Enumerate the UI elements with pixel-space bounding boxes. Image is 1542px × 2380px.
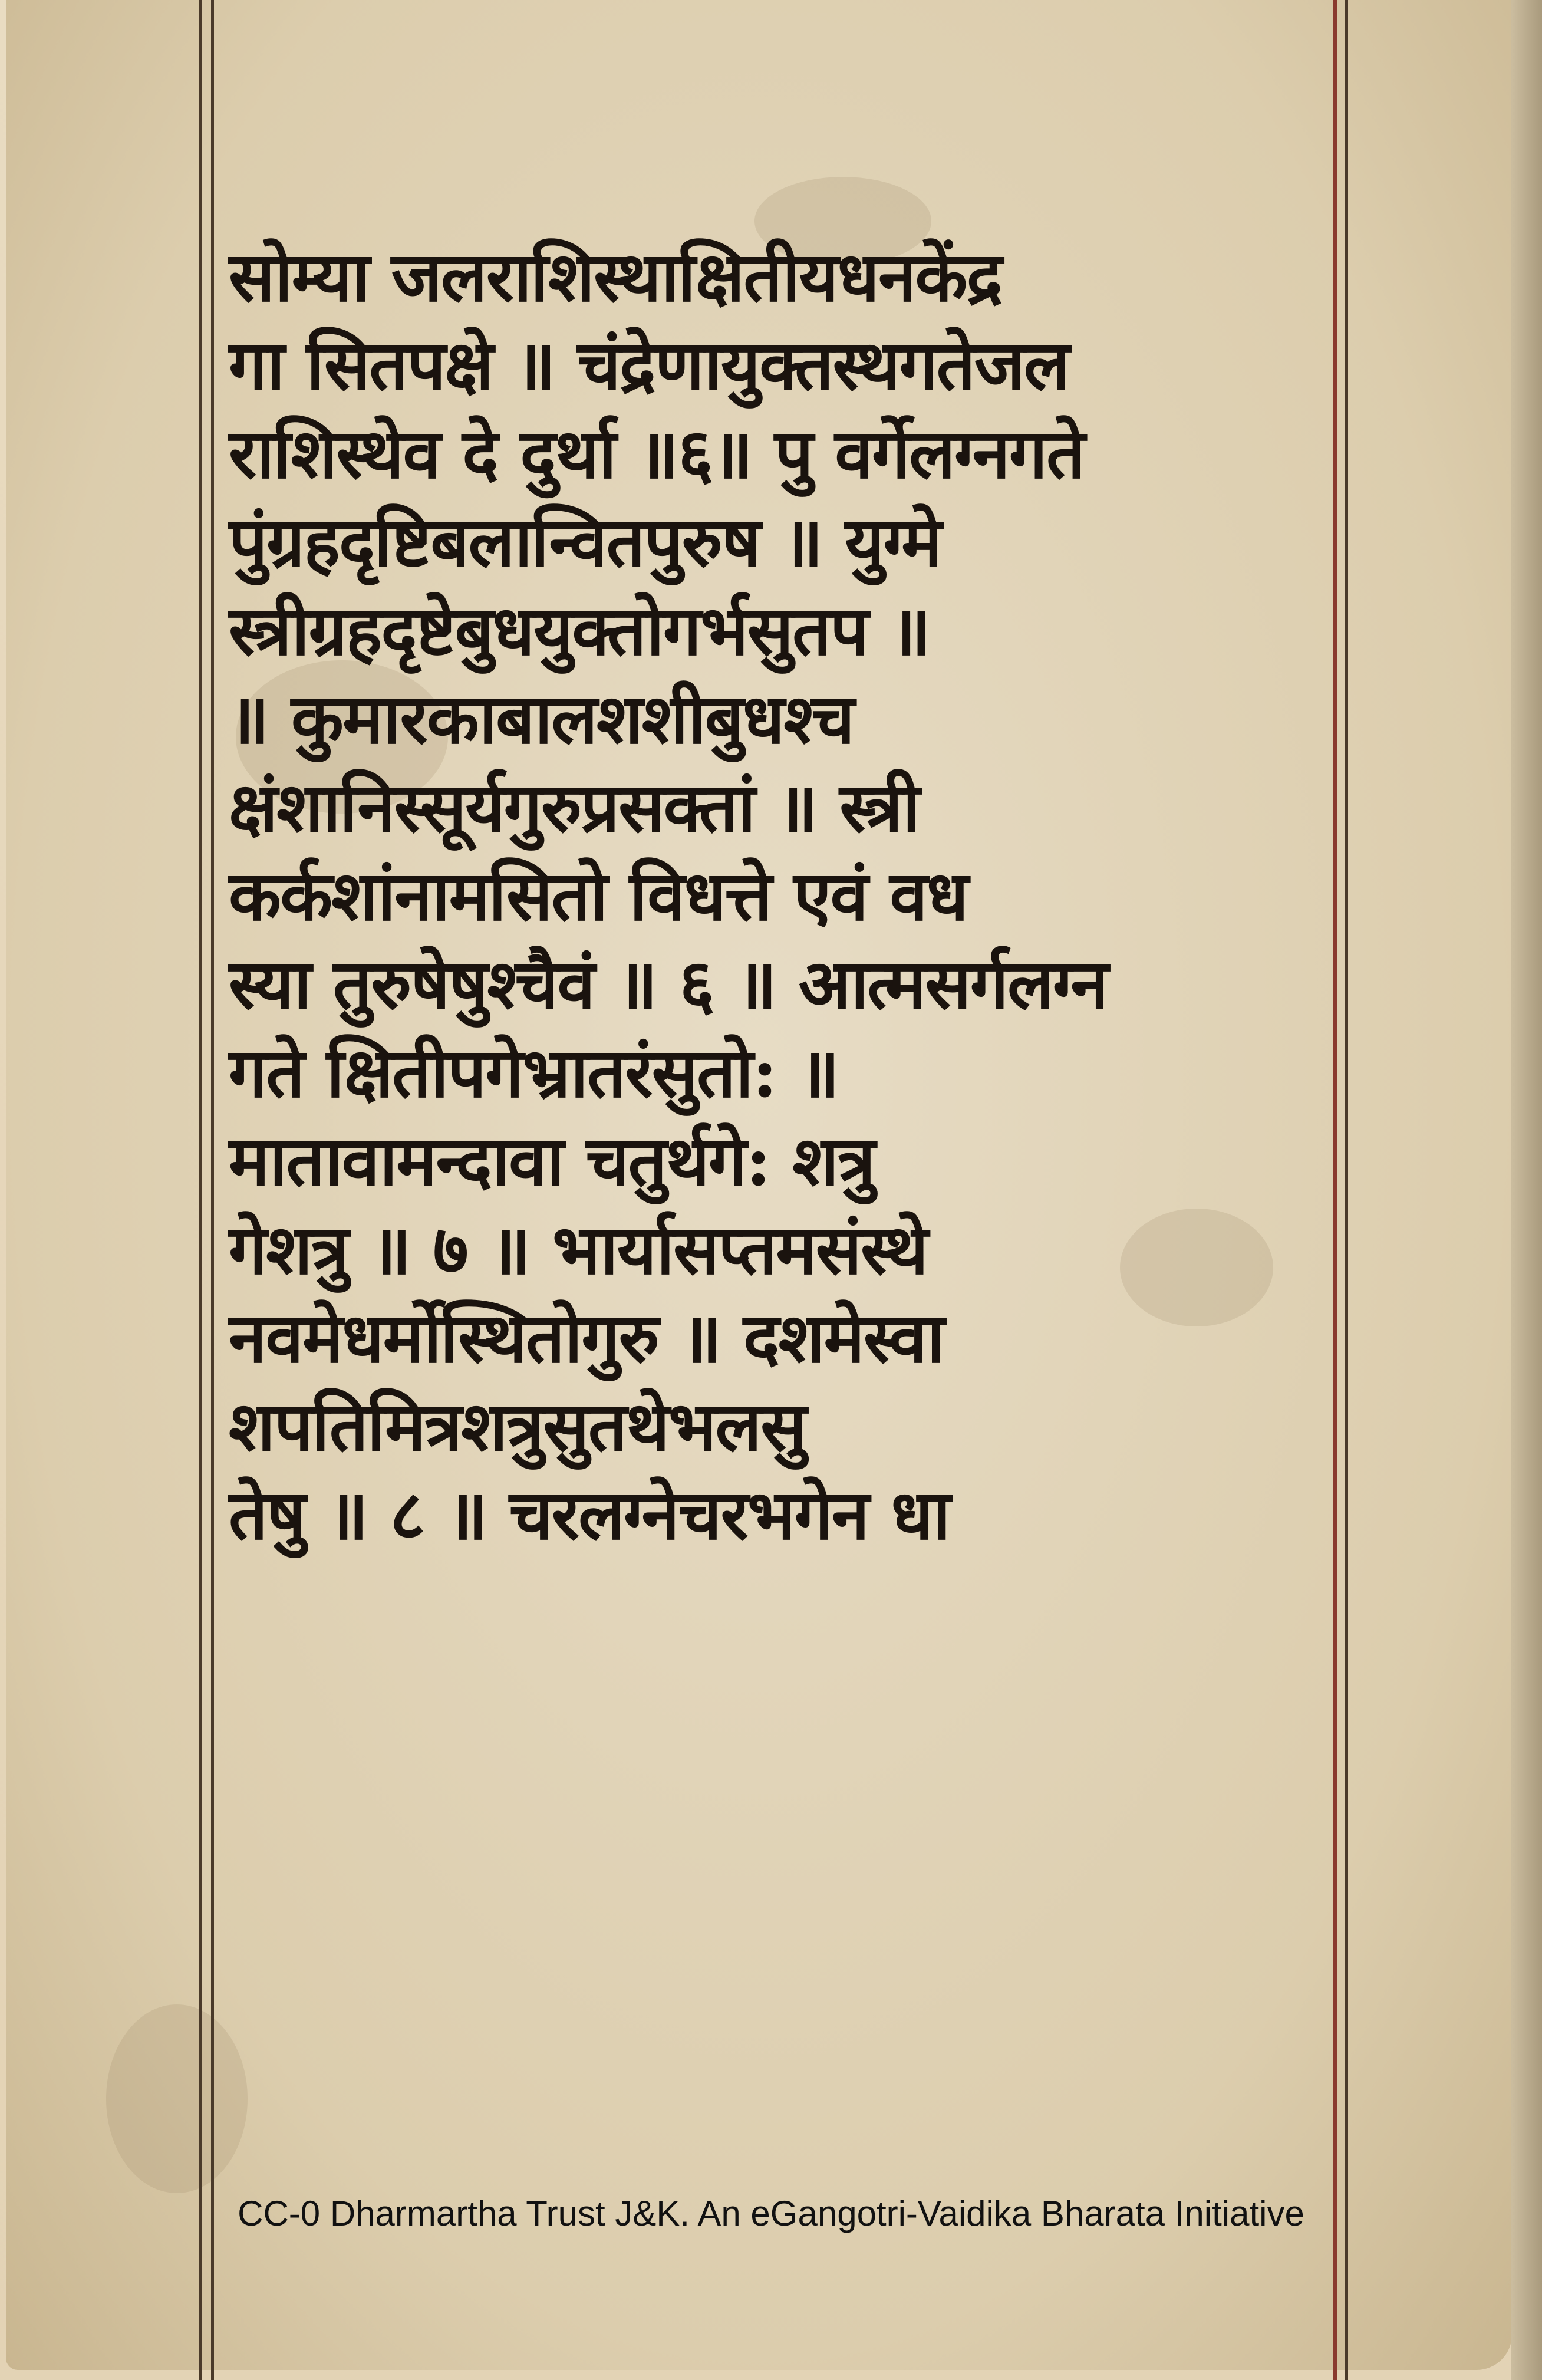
margin-rule-left-outer bbox=[199, 0, 202, 2380]
text-line-12: गेशत्रु ॥ ७ ॥ भार्यासप्तमसंस्थे bbox=[229, 1210, 927, 1290]
text-line-5: स्त्रीग्रहदृष्टेबुधयुक्तोगर्भसुतप ॥ bbox=[229, 591, 930, 671]
text-line-13: नवमेधर्मोस्थितोगुरु ॥ दशमेस्वा bbox=[229, 1298, 944, 1378]
page-edge bbox=[1511, 0, 1542, 2380]
text-line-15: तेषु ॥ ८ ॥ चरलग्नेचरभगेन धा bbox=[229, 1475, 950, 1555]
stain bbox=[106, 2004, 248, 2193]
manuscript-text bbox=[229, 233, 1378, 1559]
text-line-7: क्षंशानिस्सूर्यगुरुप्रसक्तां ॥ स्त्री bbox=[229, 768, 920, 848]
text-line-8: कर्कशांनामसितो विधत्ते एवं वध bbox=[229, 856, 968, 936]
text-line-3: राशिस्थेव दे दुर्था ॥६॥ पु वर्गेलग्नगते bbox=[229, 414, 1085, 494]
text-line-10: गते क्षितीपगेभ्रातरंसुतो: ॥ bbox=[229, 1033, 839, 1113]
text-line-9: स्या तुरुषेषुश्चैवं ॥ ६ ॥ आत्मसर्गलग्न bbox=[229, 944, 1108, 1025]
margin-rule-left-inner bbox=[211, 0, 214, 2380]
text-line-1: सोम्या जलराशिस्थाक्षितीयधनकेंद्र bbox=[229, 237, 1002, 317]
text-line-11: मातावामन्दावा चतुर्थगे: शत्रु bbox=[229, 1121, 875, 1201]
text-line-2: गा सितपक्षे ॥ चंद्रेणायुक्तस्थगतेजल bbox=[229, 325, 1069, 406]
text-line-6: ॥ कुमारकाबालशशीबुधश्च bbox=[229, 679, 854, 759]
credit-caption: CC-0 Dharmartha Trust J&K. An eGangotri-Vaidika Bharata Initiative bbox=[238, 2194, 1304, 2233]
text-line-14: शपतिमित्रशत्रुसुतथेभलसु bbox=[229, 1387, 806, 1467]
text-line-4: पुंग्रहदृष्टिबलान्वितपुरुष ॥ युग्मे bbox=[229, 502, 941, 582]
